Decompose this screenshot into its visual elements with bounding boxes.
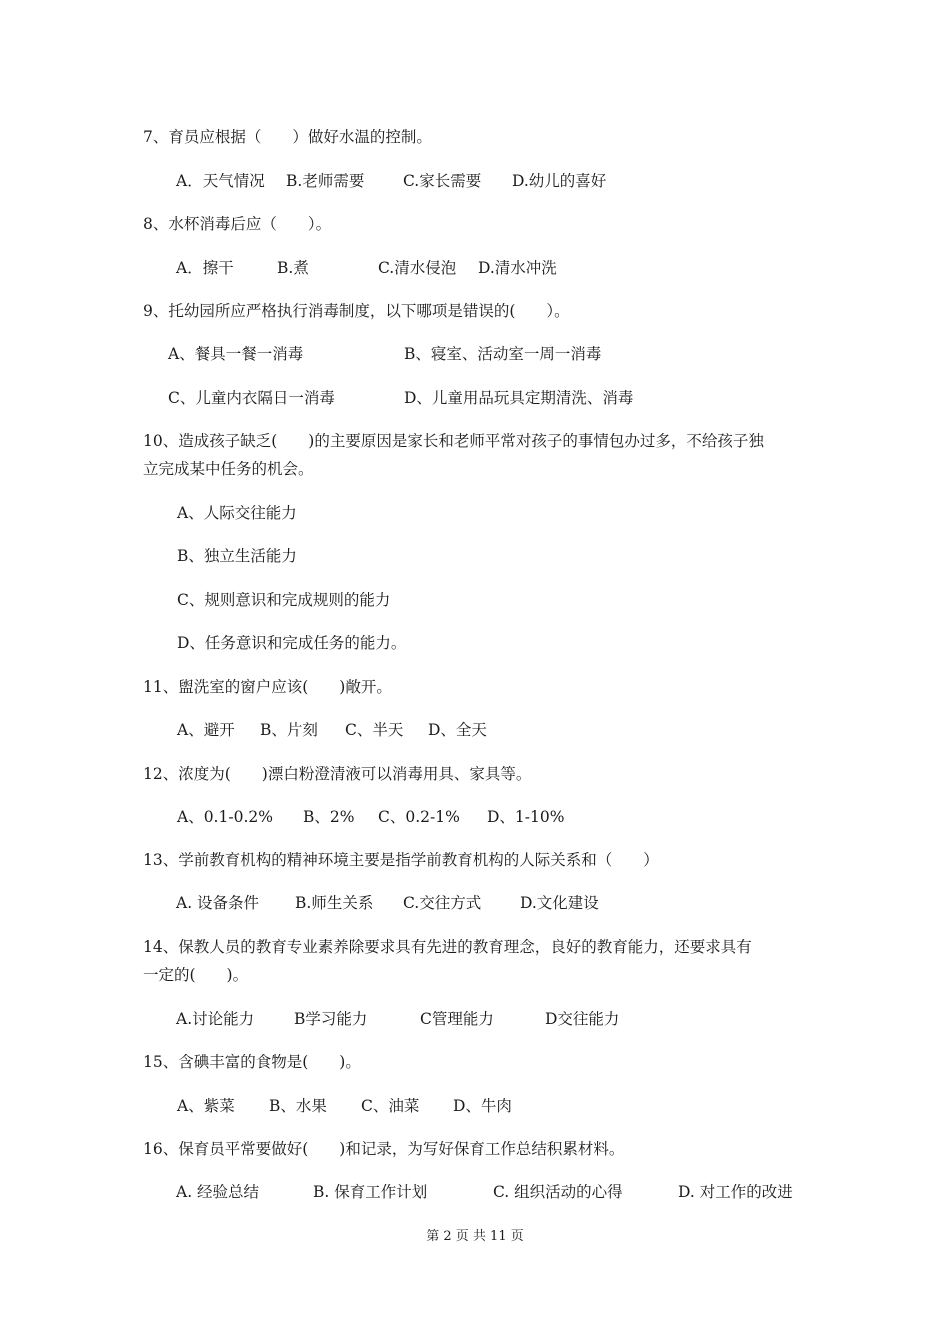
question-10-option-d: D、任务意识和完成任务的能力。 [177, 634, 407, 652]
question-13-option-d: D.文化建设 [520, 894, 599, 912]
question-7-option-b: B.老师需要 [286, 172, 365, 190]
question-10-stem-line-1: 10、造成孩子缺乏( )的主要原因是家长和老师平常对孩子的事情包办过多，不给孩子独 [143, 432, 764, 450]
question-8-option-d: D.清水冲洗 [478, 259, 557, 277]
question-16-option-a: A. 经验总结 [176, 1183, 260, 1201]
question-11-option-b: B、片刻 [260, 721, 318, 739]
question-7-option-a: A．天气情况 [176, 172, 265, 190]
question-15-option-d: D、牛肉 [453, 1097, 512, 1115]
question-14-stem-line-1: 14、保教人员的教育专业素养除要求具有先进的教育理念，良好的教育能力，还要求具有 [143, 938, 752, 956]
question-10-stem-line-2: 立完成某中任务的机会。 [143, 460, 314, 478]
question-8-option-c: C.清水侵泡 [378, 259, 457, 277]
question-16-option-d: D. 对工作的改进 [678, 1183, 793, 1201]
question-12-stem: 12、浓度为( )漂白粉澄清液可以消毒用具、家具等。 [143, 765, 532, 783]
question-7-stem: 7、育员应根据（ ）做好水温的控制。 [143, 128, 432, 146]
question-11-stem: 11、盥洗室的窗户应该( )敞开。 [143, 678, 392, 696]
question-7-option-c: C.家长需要 [403, 172, 482, 190]
question-15-option-a: A、紫菜 [177, 1097, 235, 1115]
question-7-option-d: D.幼儿的喜好 [512, 172, 607, 190]
question-15-stem: 15、含碘丰富的食物是( )。 [143, 1053, 361, 1071]
question-11-option-a: A、避开 [177, 721, 235, 739]
question-11-option-d: D、全天 [428, 721, 487, 739]
question-14-option-a: A.讨论能力 [176, 1010, 255, 1028]
question-16-stem: 16、保育员平常要做好( )和记录，为写好保育工作总结积累材料。 [143, 1140, 625, 1158]
question-8-option-a: A．擦干 [176, 259, 234, 277]
question-14-option-d: D交往能力 [545, 1010, 620, 1028]
question-9-stem: 9、托幼园所应严格执行消毒制度，以下哪项是错误的( ）。 [143, 302, 570, 320]
question-10-option-c: C、规则意识和完成规则的能力 [177, 591, 391, 609]
question-15-option-b: B、水果 [269, 1097, 327, 1115]
page-footer: 第 2 页 共 11 页 [426, 1229, 524, 1244]
question-14-option-b: B学习能力 [294, 1010, 368, 1028]
question-9-option-b: B、寝室、活动室一周一消毒 [404, 345, 602, 363]
question-10-option-a: A、人际交往能力 [177, 504, 297, 522]
question-15-option-c: C、油菜 [361, 1097, 420, 1115]
question-14-option-c: C管理能力 [420, 1010, 494, 1028]
question-13-stem: 13、学前教育机构的精神环境主要是指学前教育机构的人际关系和（ ） [143, 851, 659, 869]
question-12-option-d: D、1-10% [487, 808, 565, 826]
question-12-option-a: A、0.1-0.2% [177, 808, 273, 826]
question-9-option-c: C、儿童内衣隔日一消毒 [168, 389, 335, 407]
question-13-option-c: C.交往方式 [403, 894, 482, 912]
question-8-stem: 8、水杯消毒后应（ ）。 [143, 215, 332, 233]
question-16-option-b: B. 保育工作计划 [313, 1183, 428, 1201]
question-12-option-b: B、2% [303, 808, 355, 826]
question-11-option-c: C、半天 [345, 721, 404, 739]
question-14-stem-line-2: 一定的( )。 [143, 966, 249, 984]
question-9-option-d: D、儿童用品玩具定期清洗、消毒 [404, 389, 634, 407]
question-16-option-c: C. 组织活动的心得 [493, 1183, 623, 1201]
question-13-option-a: A. 设备条件 [176, 894, 260, 912]
question-10-option-b: B、独立生活能力 [177, 547, 297, 565]
question-12-option-c: C、0.2-1% [378, 808, 460, 826]
question-13-option-b: B.师生关系 [295, 894, 374, 912]
question-8-option-b: B.煮 [277, 259, 309, 277]
question-9-option-a: A、餐具一餐一消毒 [168, 345, 304, 363]
